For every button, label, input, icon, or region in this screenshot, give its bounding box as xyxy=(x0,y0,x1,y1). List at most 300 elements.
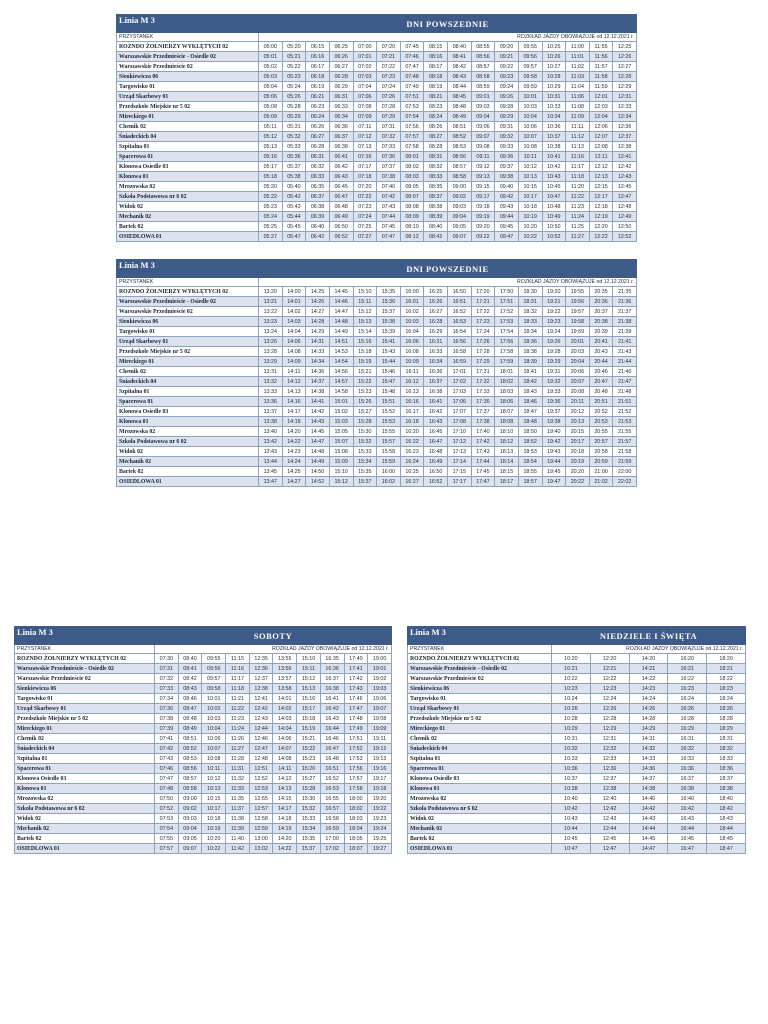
departure-time: 07:53 xyxy=(155,814,179,824)
departure-time: 12:46 xyxy=(249,734,273,744)
departure-time: 15:39 xyxy=(377,327,401,337)
departure-time: 14:29 xyxy=(629,724,668,734)
departure-time: 12:04 xyxy=(589,112,613,122)
departure-time: 15:03 xyxy=(329,417,353,427)
departure-time: 10:50 xyxy=(542,222,566,232)
departure-time: 17:51 xyxy=(495,297,519,307)
departure-time: 18:28 xyxy=(707,714,746,724)
table-row xyxy=(408,834,746,844)
departure-time: 16:38 xyxy=(424,387,448,397)
departure-time: 21:02 xyxy=(589,477,613,487)
table-row xyxy=(117,427,637,437)
departure-time: 20:20 xyxy=(566,467,590,477)
stop-name: Urząd Skarbowy 01 xyxy=(15,704,155,714)
departure-time: 10:38 xyxy=(552,784,591,794)
departure-time: 15:53 xyxy=(377,417,401,427)
departure-time: 19:16 xyxy=(368,764,392,774)
departure-time: 15:27 xyxy=(297,774,321,784)
departure-time: 12:42 xyxy=(613,162,637,172)
departure-time: 17:32 xyxy=(471,377,495,387)
departure-time: 11:39 xyxy=(226,824,250,834)
departure-time: 20:03 xyxy=(566,347,590,357)
departure-time: 14:49 xyxy=(306,457,330,467)
departure-time: 16:36 xyxy=(320,664,344,674)
departure-time: 06:26 xyxy=(329,52,353,62)
departure-time: 07:08 xyxy=(353,102,377,112)
departure-time: 15:41 xyxy=(377,337,401,347)
departure-time: 20:08 xyxy=(566,387,590,397)
departure-time: 12:20 xyxy=(590,654,629,664)
stop-name: Przedszkole Miejskie nr 5 02 xyxy=(15,714,155,724)
departure-time: 17:57 xyxy=(344,774,368,784)
departure-time: 15:11 xyxy=(297,664,321,674)
table-row xyxy=(117,102,637,112)
departure-time: 11:20 xyxy=(566,182,590,192)
departure-time: 16:00 xyxy=(377,467,401,477)
stop-name: Klonowa 01 xyxy=(15,784,155,794)
departure-time: 17:15 xyxy=(448,467,472,477)
departure-time: 19:06 xyxy=(368,694,392,704)
departure-time: 08:15 xyxy=(424,42,448,52)
departure-time: 14:27 xyxy=(306,307,330,317)
departure-time: 06:29 xyxy=(329,82,353,92)
departure-time: 12:31 xyxy=(613,92,637,102)
departure-time: 12:47 xyxy=(249,744,273,754)
stop-name: Przedszkole Miejskie nr 5 02 xyxy=(117,102,259,112)
departure-time: 12:20 xyxy=(589,222,613,232)
departure-time: 11:42 xyxy=(226,844,250,854)
departure-time: 16:03 xyxy=(400,317,424,327)
stop-name: ROZNDO ŻOŁNIERZY WYKLĘTYCH 02 xyxy=(15,654,155,664)
departure-time: 11:13 xyxy=(566,142,590,152)
departure-time: 16:47 xyxy=(668,844,707,854)
departure-time: 15:11 xyxy=(353,297,377,307)
departure-time: 10:13 xyxy=(518,172,542,182)
departure-time: 15:26 xyxy=(353,397,377,407)
stop-name: Spacerowa 01 xyxy=(117,397,259,407)
departure-time: 18:29 xyxy=(707,724,746,734)
table-row xyxy=(117,92,637,102)
departure-time: 17:59 xyxy=(495,357,519,367)
day-type: NIEDZIELE I ŚWIĘTA xyxy=(552,627,746,645)
departure-time: 13:58 xyxy=(273,684,297,694)
departure-time: 12:33 xyxy=(590,754,629,764)
departure-time: 19:40 xyxy=(542,427,566,437)
departure-time: 11:00 xyxy=(566,42,590,52)
stop-name: Mrozowska 02 xyxy=(408,794,552,804)
table-row xyxy=(15,814,392,824)
departure-time: 14:38 xyxy=(629,784,668,794)
departure-time: 19:08 xyxy=(368,714,392,724)
departure-time: 18:42 xyxy=(707,804,746,814)
stop-name: Targowisko 01 xyxy=(117,327,259,337)
departure-time: 07:49 xyxy=(400,82,424,92)
departure-time: 16:42 xyxy=(668,804,707,814)
departure-time: 05:47 xyxy=(282,232,306,242)
departure-time: 12:40 xyxy=(590,794,629,804)
departure-time: 20:01 xyxy=(566,337,590,347)
departure-time: 14:25 xyxy=(306,287,330,297)
departure-time: 08:21 xyxy=(424,92,448,102)
departure-time: 14:41 xyxy=(306,397,330,407)
departure-time: 12:25 xyxy=(613,42,637,52)
departure-time: 09:29 xyxy=(495,112,519,122)
departure-time: 07:06 xyxy=(353,92,377,102)
departure-time: 16:56 xyxy=(448,337,472,347)
departure-time: 18:04 xyxy=(344,824,368,834)
departure-time: 12:22 xyxy=(590,674,629,684)
departure-time: 16:44 xyxy=(320,724,344,734)
departure-time: 18:44 xyxy=(707,824,746,834)
departure-time: 18:21 xyxy=(707,664,746,674)
departure-time: 13:42 xyxy=(259,437,283,447)
stop-name: Bartek 02 xyxy=(117,467,259,477)
departure-time: 21:35 xyxy=(613,287,637,297)
departure-time: 05:22 xyxy=(259,192,283,202)
departure-time: 08:40 xyxy=(178,654,202,664)
departure-time: 17:50 xyxy=(495,287,519,297)
departure-time: 07:45 xyxy=(377,222,401,232)
departure-time: 06:34 xyxy=(329,112,353,122)
departure-time: 12:42 xyxy=(590,804,629,814)
departure-time: 07:17 xyxy=(353,162,377,172)
departure-time: 15:59 xyxy=(377,457,401,467)
departure-time: 14:36 xyxy=(629,764,668,774)
departure-time: 07:42 xyxy=(377,192,401,202)
departure-time: 11:35 xyxy=(226,794,250,804)
departure-time: 14:19 xyxy=(273,824,297,834)
departure-time: 15:33 xyxy=(297,814,321,824)
departure-time: 14:58 xyxy=(329,387,353,397)
departure-time: 14:24 xyxy=(629,694,668,704)
departure-time: 18:40 xyxy=(707,794,746,804)
table-row xyxy=(117,212,637,222)
departure-time: 18:47 xyxy=(707,844,746,854)
stop-name: Widok 02 xyxy=(15,814,155,824)
departure-time: 07:24 xyxy=(377,82,401,92)
departure-time: 19:24 xyxy=(368,824,392,834)
departure-time: 09:06 xyxy=(471,122,495,132)
departure-time: 15:19 xyxy=(297,724,321,734)
departure-time: 12:53 xyxy=(249,784,273,794)
departure-time: 07:03 xyxy=(353,72,377,82)
departure-time: 14:25 xyxy=(282,467,306,477)
departure-time: 20:19 xyxy=(566,457,590,467)
departure-time: 13:23 xyxy=(259,317,283,327)
departure-time: 08:10 xyxy=(400,222,424,232)
departure-time: 08:08 xyxy=(400,202,424,212)
table-row xyxy=(408,684,746,694)
departure-time: 16:11 xyxy=(400,367,424,377)
departure-time: 18:32 xyxy=(707,744,746,754)
table-row xyxy=(117,82,637,92)
table-row xyxy=(117,347,637,357)
departure-time: 16:52 xyxy=(320,774,344,784)
departure-time: 10:49 xyxy=(542,212,566,222)
departure-time: 08:52 xyxy=(178,744,202,754)
table-row xyxy=(408,764,746,774)
departure-time: 19:20 xyxy=(542,287,566,297)
departure-time: 10:03 xyxy=(518,102,542,112)
departure-time: 18:03 xyxy=(495,387,519,397)
departure-time: 08:44 xyxy=(448,82,472,92)
departure-time: 11:03 xyxy=(566,72,590,82)
departure-time: 09:21 xyxy=(495,52,519,62)
departure-time: 06:27 xyxy=(306,132,330,142)
departure-time: 17:42 xyxy=(344,674,368,684)
departure-time: 14:00 xyxy=(282,287,306,297)
timetable-sunday-holiday xyxy=(407,626,746,854)
departure-time: 19:18 xyxy=(368,784,392,794)
departure-time: 07:22 xyxy=(353,192,377,202)
departure-time: 10:01 xyxy=(202,694,226,704)
departure-time: 16:59 xyxy=(320,824,344,834)
departure-time: 16:28 xyxy=(668,714,707,724)
departure-time: 08:01 xyxy=(400,152,424,162)
table-row xyxy=(15,694,392,704)
departure-time: 09:12 xyxy=(471,162,495,172)
departure-time: 09:43 xyxy=(495,202,519,212)
departure-time: 06:43 xyxy=(329,172,353,182)
timetable-saturday xyxy=(14,626,392,854)
departure-time: 05:31 xyxy=(282,122,306,132)
departure-time: 10:37 xyxy=(542,132,566,142)
departure-time: 07:48 xyxy=(155,784,179,794)
departure-time: 15:58 xyxy=(377,447,401,457)
table-row xyxy=(117,132,637,142)
departure-time: 15:02 xyxy=(329,407,353,417)
departure-time: 16:43 xyxy=(424,417,448,427)
departure-time: 06:40 xyxy=(306,222,330,232)
departure-time: 17:46 xyxy=(344,694,368,704)
validity-note: ROZKŁAD JAZDY OBOWIĄZUJE od 12.12.2021 r. xyxy=(259,33,637,42)
table-row xyxy=(117,112,637,122)
departure-time: 09:03 xyxy=(448,202,472,212)
departure-time: 05:24 xyxy=(259,212,283,222)
departure-time: 10:48 xyxy=(542,202,566,212)
stop-name: Szkoła Podstawowa nr 6 02 xyxy=(117,192,259,202)
departure-time: 08:57 xyxy=(178,774,202,784)
table-row xyxy=(117,357,637,367)
departure-time: 11:55 xyxy=(589,42,613,52)
departure-time: 19:25 xyxy=(368,834,392,844)
departure-time: 11:59 xyxy=(589,82,613,92)
departure-time: 18:46 xyxy=(518,397,542,407)
departure-time: 17:28 xyxy=(471,347,495,357)
departure-time: 06:42 xyxy=(306,232,330,242)
departure-time: 10:32 xyxy=(552,744,591,754)
departure-time: 10:31 xyxy=(542,92,566,102)
stop-name: Śniadeckich 04 xyxy=(15,744,155,754)
departure-time: 09:07 xyxy=(448,232,472,242)
departure-time: 14:37 xyxy=(629,774,668,784)
departure-time: 19:12 xyxy=(368,744,392,754)
departure-time: 18:10 xyxy=(495,427,519,437)
departure-time: 11:27 xyxy=(226,744,250,754)
table-subheader xyxy=(408,645,746,654)
departure-time: 11:24 xyxy=(566,212,590,222)
departure-time: 10:20 xyxy=(552,654,591,664)
departure-time: 07:55 xyxy=(155,834,179,844)
departure-time: 12:17 xyxy=(589,192,613,202)
departure-time: 10:03 xyxy=(202,714,226,724)
departure-time: 20:11 xyxy=(566,397,590,407)
departure-time: 07:26 xyxy=(377,92,401,102)
departure-time: 07:29 xyxy=(377,112,401,122)
departure-time: 19:07 xyxy=(368,704,392,714)
departure-time: 09:04 xyxy=(178,824,202,834)
departure-time: 06:31 xyxy=(306,152,330,162)
departure-time: 07:39 xyxy=(155,724,179,734)
table-row xyxy=(408,774,746,784)
table-row xyxy=(408,744,746,754)
departure-time: 15:48 xyxy=(377,387,401,397)
stop-name: Warszawskie Przedmieście - Osiedle 02 xyxy=(117,297,259,307)
departure-time: 20:57 xyxy=(589,437,613,447)
table-row xyxy=(117,182,637,192)
departure-time: 07:43 xyxy=(155,754,179,764)
departure-time: 18:22 xyxy=(707,674,746,684)
departure-time: 16:43 xyxy=(668,814,707,824)
stop-name: Bartek 02 xyxy=(117,222,259,232)
departure-time: 17:07 xyxy=(448,407,472,417)
departure-time: 19:58 xyxy=(566,317,590,327)
table-row xyxy=(117,172,637,182)
departure-time: 10:29 xyxy=(542,82,566,92)
departure-time: 06:16 xyxy=(306,52,330,62)
departure-time: 18:30 xyxy=(518,287,542,297)
departure-time: 05:09 xyxy=(259,112,283,122)
departure-time: 21:43 xyxy=(613,347,637,357)
departure-time: 07:40 xyxy=(377,182,401,192)
departure-time: 13:55 xyxy=(273,654,297,664)
departure-time: 18:39 xyxy=(518,357,542,367)
departure-time: 14:54 xyxy=(329,357,353,367)
departure-time: 08:24 xyxy=(424,112,448,122)
departure-time: 05:17 xyxy=(259,162,283,172)
departure-time: 11:24 xyxy=(226,724,250,734)
departure-time: 15:07 xyxy=(329,437,353,447)
departure-time: 21:46 xyxy=(613,367,637,377)
stop-column-header: PRZYSTANEK xyxy=(117,33,259,42)
table-row xyxy=(117,417,637,427)
departure-time: 21:36 xyxy=(613,297,637,307)
departure-time: 16:25 xyxy=(400,467,424,477)
departure-time: 14:47 xyxy=(306,437,330,447)
departure-time: 16:36 xyxy=(424,367,448,377)
departure-time: 13:47 xyxy=(259,477,283,487)
departure-time: 12:32 xyxy=(590,744,629,754)
departure-time: 18:53 xyxy=(518,447,542,457)
stop-name: Widok 02 xyxy=(408,814,552,824)
stop-name: Śniadeckich 04 xyxy=(117,377,259,387)
departure-time: 10:31 xyxy=(552,734,591,744)
departure-time: 07:36 xyxy=(377,152,401,162)
departure-time: 20:07 xyxy=(566,377,590,387)
departure-time: 07:25 xyxy=(353,222,377,232)
departure-time: 15:12 xyxy=(329,477,353,487)
departure-time: 08:58 xyxy=(178,784,202,794)
departure-time: 05:08 xyxy=(259,102,283,112)
departure-time: 12:31 xyxy=(590,734,629,744)
departure-time: 21:47 xyxy=(613,377,637,387)
departure-time: 15:23 xyxy=(297,754,321,764)
departure-time: 21:37 xyxy=(613,307,637,317)
departure-time: 16:48 xyxy=(424,447,448,457)
departure-time: 19:17 xyxy=(368,774,392,784)
departure-time: 11:37 xyxy=(226,804,250,814)
stop-name: Bartek 02 xyxy=(15,834,155,844)
departure-time: 09:47 xyxy=(495,232,519,242)
departure-time: 18:47 xyxy=(518,407,542,417)
departure-time: 06:15 xyxy=(306,42,330,52)
table-row xyxy=(117,192,637,202)
departure-time: 15:01 xyxy=(329,397,353,407)
table-row xyxy=(117,72,637,82)
departure-time: 09:00 xyxy=(448,182,472,192)
departure-time: 16:49 xyxy=(424,457,448,467)
departure-time: 14:22 xyxy=(273,844,297,854)
departure-time: 12:01 xyxy=(589,92,613,102)
departure-time: 18:02 xyxy=(495,377,519,387)
departure-time: 12:38 xyxy=(249,684,273,694)
departure-time: 07:36 xyxy=(155,704,179,714)
departure-time: 17:47 xyxy=(344,704,368,714)
departure-time: 09:55 xyxy=(518,42,542,52)
departure-time: 18:54 xyxy=(518,457,542,467)
departure-time: 08:12 xyxy=(400,232,424,242)
departure-time: 10:01 xyxy=(518,92,542,102)
stop-name: Śniadeckich 04 xyxy=(117,132,259,142)
departure-time: 07:13 xyxy=(353,142,377,152)
departure-time: 16:50 xyxy=(424,467,448,477)
departure-time: 06:52 xyxy=(329,232,353,242)
stop-name: Szpitalna 01 xyxy=(15,754,155,764)
departure-time: 15:57 xyxy=(377,437,401,447)
stop-name: Warszawskie Przedmieście 02 xyxy=(117,62,259,72)
departure-time: 09:40 xyxy=(495,182,519,192)
departure-time: 13:22 xyxy=(259,307,283,317)
stop-name: OSIEDLOWA 01 xyxy=(15,844,155,854)
timetable-weekday-afternoon xyxy=(116,259,637,487)
departure-time: 19:24 xyxy=(542,327,566,337)
departure-time: 05:13 xyxy=(259,142,283,152)
stop-column-header: PRZYSTANEK xyxy=(15,645,155,654)
departure-time: 19:45 xyxy=(542,467,566,477)
departure-time: 11:21 xyxy=(226,694,250,704)
departure-time: 08:39 xyxy=(424,212,448,222)
departure-time: 18:20 xyxy=(707,654,746,664)
departure-time: 08:41 xyxy=(448,52,472,62)
departure-time: 08:53 xyxy=(178,754,202,764)
departure-time: 14:34 xyxy=(306,357,330,367)
departure-time: 09:58 xyxy=(518,72,542,82)
departure-time: 10:11 xyxy=(518,152,542,162)
departure-time: 15:21 xyxy=(297,734,321,744)
stop-name: Klonowa 01 xyxy=(408,784,552,794)
departure-time: 10:45 xyxy=(552,834,591,844)
table-row xyxy=(15,774,392,784)
departure-time: 15:21 xyxy=(353,367,377,377)
table-row xyxy=(408,824,746,834)
departure-time: 08:32 xyxy=(424,162,448,172)
stop-name: Szkoła Podstawowa nr 6 02 xyxy=(15,804,155,814)
departure-time: 10:06 xyxy=(202,734,226,744)
departure-time: 16:41 xyxy=(424,397,448,407)
departure-time: 06:49 xyxy=(329,212,353,222)
departure-time: 17:53 xyxy=(344,754,368,764)
departure-time: 16:52 xyxy=(448,307,472,317)
